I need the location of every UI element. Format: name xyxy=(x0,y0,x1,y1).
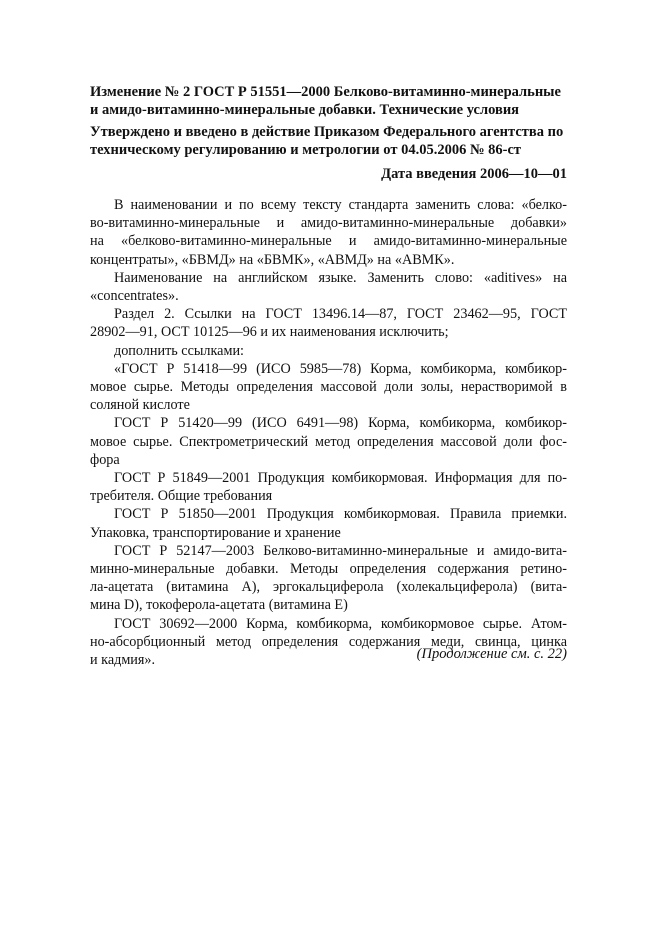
text-line: 28902—91, ОСТ 10125—96 и их наименования исключить; xyxy=(90,324,449,341)
paragraph xyxy=(90,269,567,305)
text-line: «concentrates». xyxy=(90,288,179,305)
approval-statement xyxy=(90,123,567,159)
text-line: требителя. Общие требования xyxy=(90,488,273,505)
text-line: Наименование на английском языке. Заменить слово: «aditives» на xyxy=(114,269,567,286)
text-line: ГОСТ 30692—2000 Корма, комбикорма, комбикормовое сырье. Атом- xyxy=(114,615,567,632)
text-line: на «белково-витаминно-минеральные и амидо-витаминно-минеральные xyxy=(90,233,567,250)
text-line: В наименовании и по всему тексту стандарта заменить слова: «белко- xyxy=(114,197,567,213)
paragraph xyxy=(90,360,567,415)
text-line: Упаковка, транспортирование и хранение xyxy=(90,524,341,541)
approval-line: Утверждено и введено в действие Приказом Федерального агентства по xyxy=(90,124,564,140)
paragraph xyxy=(90,542,567,615)
text-line: мовое сырье. Спектрометрический метод определения массовой доли фос- xyxy=(90,433,567,450)
text-line: ГОСТ Р 51849—2001 Продукция комбикормовая. Информация для по- xyxy=(114,470,567,487)
continuation-note: (Продолжение см. с. 22) xyxy=(416,646,567,662)
text-line: фора xyxy=(90,451,120,468)
text-line: во-витаминно-минеральные и амидо-витаминно-минеральные добавки» xyxy=(90,215,567,232)
text-line: «ГОСТ Р 51418—99 (ИСО 5985—78) Корма, комбикорма, комбикор- xyxy=(114,360,567,377)
text-line: ла-ацетата (витамина А), эргокальциферола (холекальциферола) (вита- xyxy=(90,579,567,596)
text-line: и кадмия». xyxy=(90,652,156,669)
paragraph xyxy=(90,196,567,269)
text-line: но-абсорбционный метод определения содержания меди, свинца, цинка xyxy=(90,633,567,650)
paragraph xyxy=(90,505,567,541)
text-line: ГОСТ Р 51420—99 (ИСО 6491—98) Корма, комбикорма, комбикор- xyxy=(114,415,567,432)
amendment-title xyxy=(90,83,567,119)
text-line: мовое сырье. Методы определения массовой доли золы, нерастворимой в xyxy=(90,379,567,396)
text-line: Раздел 2. Ссылки на ГОСТ 13496.14—87, ГОСТ 23462—95, ГОСТ xyxy=(114,306,567,323)
text-line: ГОСТ Р 52147—2003 Белково-витаминно-минеральные и амидо-вита- xyxy=(114,542,567,559)
text-line: соляной кислоте xyxy=(90,397,190,414)
paragraph xyxy=(90,469,567,505)
paragraph xyxy=(90,342,567,360)
title-line: Изменение № 2 ГОСТ Р 51551—2000 Белково-витаминно-минеральные xyxy=(90,84,561,100)
paragraph xyxy=(90,414,567,469)
text-line: ГОСТ Р 51850—2001 Продукция комбикормовая. Правила приемки. xyxy=(114,506,567,523)
approval-line: техническому регулированию и метрологии от 04.05.2006 № 86-ст xyxy=(90,142,522,158)
title-line: и амидо-витаминно-минеральные добавки. Технические условия xyxy=(90,102,520,118)
paragraph xyxy=(90,305,567,341)
text-line: минно-минеральные добавки. Методы определения содержания ретино- xyxy=(90,561,567,578)
effective-date: Дата введения 2006—10—01 xyxy=(381,166,567,182)
text-line: концентраты», «БВМД» на «БВМК», «АВМД» на «АВМК». xyxy=(90,251,455,268)
document-body xyxy=(90,196,567,669)
text-line: дополнить ссылками: xyxy=(114,342,244,359)
text-line: мина D), токоферола-ацетата (витамина Е) xyxy=(90,597,348,614)
